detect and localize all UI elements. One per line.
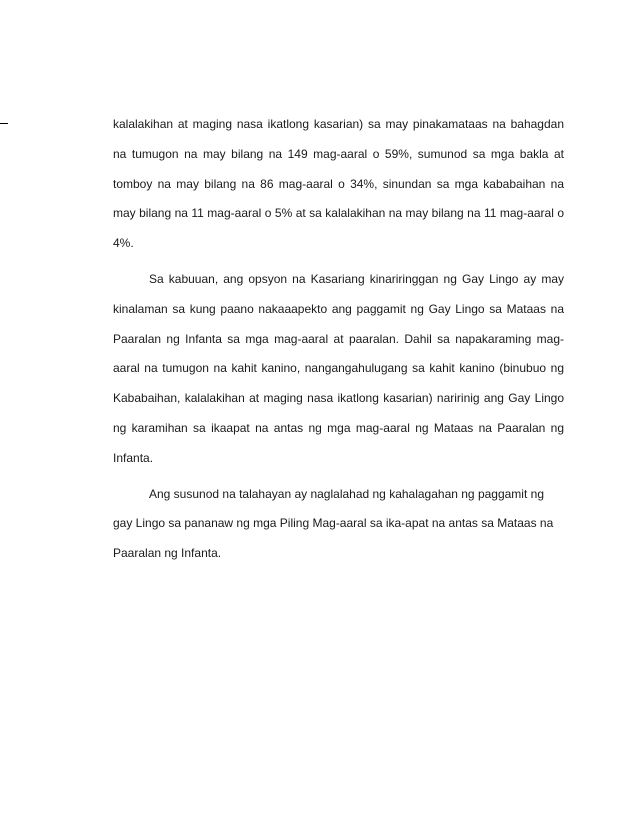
- paragraph-summary: Sa kabuuan, ang opsyon na Kasariang kinariringgan ng Gay Lingo ay may kinalaman sa kung paano nakaaapekto ang paggamit ng Gay Lingo sa Mataas na Paaralan ng Infanta sa mga mag-aaral at paaralan. Dahil sa napakaraming mag-aaral na tumugon na kahit kanino, nangangahulugang sa kahit kanino (binubuo ng Kababaihan, kalalakihan at maging nasa ikatlong kasarian) naririnig ang Gay Lingo ng karamihan sa ikaapat na antas ng mga mag-aaral ng Mataas na Paaralan ng Infanta.: [113, 271, 564, 465]
- paragraph-results: kalalakihan at maging nasa ikatlong kasarian) sa may pinakamataas na bahagdan na tumugon na may bilang na 149 mag-aaral o 59%, sumunod sa mga bakla at tomboy na may bilang na 86 mag-aaral o 34%, sinundan sa mga kababaihan na may bilang na 11 mag-aaral o 5% at sa kalalakihan na may bilang na 11 mag-aaral o 4%.: [113, 117, 564, 251]
- margin-mark: [0, 123, 8, 124]
- paragraph-next-table: Ang susunod na talahayan ay naglalahad ng kahalagahan ng paggamit ng gay Lingo sa pananaw ng mga Piling Mag-aaral sa ika-apat na antas sa Mataas na Paaralan ng Infanta.: [113, 486, 554, 561]
- document-body: [113, 110, 564, 569]
